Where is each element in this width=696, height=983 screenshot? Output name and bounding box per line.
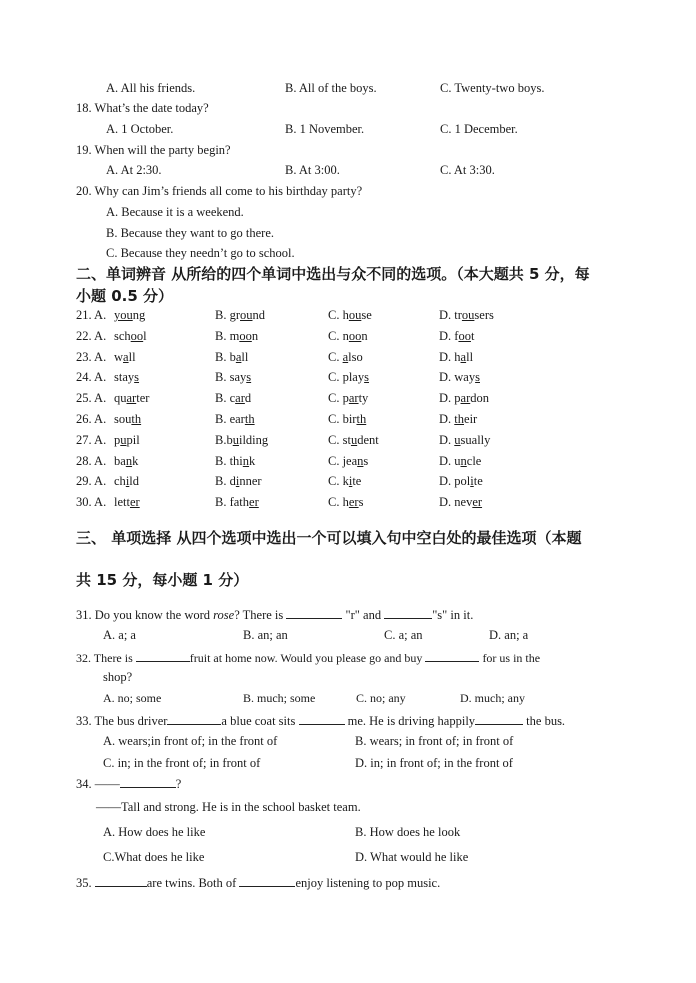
word-part: ilding [238,432,269,447]
word-part: pil [126,432,140,447]
underlined-letters: n [357,453,364,468]
q19-option-a: A. At 2:30. [106,163,162,177]
q33-text-1: 33. The bus driver [76,714,168,728]
underlined-letters: ar [235,391,245,406]
word-part: B. b [215,349,236,364]
section2-heading-line2: 小题 0.5 分） [76,287,174,305]
word-option-c [328,494,363,510]
q18-option-b: B. 1 November. [285,122,365,136]
word-option-d [439,473,483,489]
word-row-number: 30. A. [76,495,107,510]
word-part: ll [466,349,474,364]
word-part: don [470,391,489,406]
word-option-c [328,390,368,406]
q33-blank-3[interactable] [475,712,523,725]
q31-word: rose [213,608,235,622]
word-part: D. way [439,370,476,385]
word-part: dent [357,432,379,447]
q18-question: 18. What’s the date today? [76,101,209,115]
underlined-letters: n [125,453,133,468]
q19-option-b: B. At 3:00. [285,163,340,177]
word-option-c [328,369,369,385]
q35-blank-2[interactable] [239,874,295,887]
underlined-letters: oo [239,328,252,343]
word-row-number: 29. A. [76,474,107,489]
word-part: C. h [328,308,349,322]
q19-question: 19. When will the party begin? [76,143,231,157]
underlined-letters: u [350,432,358,447]
word-part: s [358,495,364,510]
word-option-a [114,453,138,469]
q32-option-a: A. no; some [103,691,162,705]
q31-blank-2[interactable] [384,606,432,619]
word-row-number: 25. A. [76,391,107,406]
word-part: D. h [439,349,461,364]
q34-option-c: C.What does he like [103,850,205,864]
q19-option-c: C. At 3:30. [440,163,495,177]
underlined-letters: s [475,370,480,385]
underlined-letters: oo [130,328,144,343]
word-part: k [132,453,139,468]
section2-heading-line1: 二、单词辨音 从所给的四个单词中选出与众不同的选项。（本大题共 5 分，每 [76,265,590,283]
q32-text-2: fruit at home now. Would you please go and buy [189,651,423,665]
word-part: qu [114,391,127,406]
q35-blank-1[interactable] [95,874,147,887]
word-option-c [328,307,372,323]
q34-option-b: B. How does he look [355,825,461,839]
q33-option-c: C. in; in the front of; in front of [103,756,261,770]
q34-option-d: D. What would he like [355,850,469,864]
q17-option-a: A. All his friends. [106,81,196,95]
word-part: B. d [215,474,236,489]
word-option-c [328,432,379,448]
word-part: D. u [439,453,461,468]
underlined-letters: n [460,453,467,468]
underlined-letters: s [364,370,369,385]
q20-option-a: A. Because it is a weekend. [106,205,244,219]
word-option-d [439,390,489,406]
q31-option-c: C. a; an [384,628,423,642]
underlined-letters: ar [460,391,471,406]
q35-text-3: enjoy listening to pop music. [295,876,441,890]
word-part: nner [239,474,262,489]
word-option-c [328,473,361,489]
word-part: C. [328,349,343,364]
word-part: sers [474,308,494,322]
q31-text-2: ? There is [234,608,284,622]
word-part: ng [132,308,146,322]
word-option-d [439,411,477,427]
word-part: w [114,349,124,364]
underlined-letters: a [123,349,129,364]
underlined-letters: th [131,412,142,426]
underlined-letters: th [454,412,465,426]
q34-text-2: ? [175,777,182,791]
word-part: stay [114,370,135,385]
word-option-b [215,494,259,510]
q32-question [76,649,540,666]
word-part: ll [241,349,249,364]
underlined-letters: a [460,349,467,364]
q20-option-c: C. Because they needn’t go to school. [106,246,295,260]
q33-text-4: the bus. [526,714,566,728]
word-option-d [439,494,482,510]
word-part: sch [114,328,131,343]
q32-text-4: shop? [103,670,133,684]
word-part: te [352,474,362,489]
q33-text-3: me. He is driving happily [347,714,476,728]
word-part: C. k [328,474,349,489]
word-part: nd [252,308,265,322]
q17-option-c: C. Twenty-two boys. [440,81,545,95]
underlined-letters: u [232,432,239,447]
underlined-letters: you [114,308,133,322]
q18-option-c: C. 1 December. [440,122,518,136]
q34-blank-1[interactable] [120,775,176,788]
underlined-letters: er [472,495,483,510]
word-part: D. [439,412,455,426]
word-part: l [143,328,147,343]
q17-option-b: B. All of the boys. [285,81,377,95]
q31-text-4: "s" in it. [432,608,474,622]
word-option-c [328,453,368,469]
section3-heading-line1: 三、 单项选择 从四个选项中选出一个可以填入句中空白处的最佳选项（本题 [76,529,582,547]
word-part: lett [114,495,130,510]
word-option-b [215,453,255,469]
word-option-a [114,432,140,448]
q33-text-2: a blue coat sits [221,714,296,728]
underlined-letters: er [249,495,259,510]
word-part: C. st [328,432,351,447]
word-option-b [215,307,265,323]
underlined-letters: a [235,349,242,364]
q35-text-2: are twins. Both of [146,876,237,890]
word-option-c [328,349,363,365]
word-part: ll [128,349,136,364]
underlined-letters: i [125,474,130,489]
q20-question: 20. Why can Jim’s friends all come to his birthday party? [76,184,363,198]
word-part: ch [114,474,126,489]
q31-option-b: B. an; an [243,628,288,642]
section3-heading-line2: 共 15 分，每小题 1 分） [76,571,249,589]
q32-text-1: 32. There is [76,651,133,665]
q33-blank-1[interactable] [167,712,221,725]
word-option-b [215,411,255,427]
word-part: B. ear [215,412,245,426]
word-option-d [439,432,490,448]
word-part: n [251,328,259,343]
underlined-letters: ou [461,308,475,322]
q33-question [76,712,565,729]
word-part: D. tr [439,308,462,322]
q33-option-d: D. in; in front of; in the front of [355,756,513,770]
word-option-c [328,411,366,427]
q31-text-1: 31. Do you know the word [76,608,214,622]
q18-option-a: A. 1 October. [106,122,174,136]
word-row-number: 28. A. [76,453,107,468]
word-part: D. [439,432,455,447]
word-option-d [439,369,480,385]
word-part: C. play [328,370,365,385]
word-part: C. h [328,495,349,510]
word-part: cle [466,453,482,468]
word-part: D. f [439,328,459,343]
underlined-letters: oo [458,328,471,343]
underlined-letters: n [242,453,250,468]
word-option-c [328,328,368,344]
word-part: d [244,391,252,406]
word-row-number: 21. A. [76,308,107,322]
q32-option-b: B. much; some [243,691,316,705]
word-part: B. c [215,391,236,406]
word-option-a [114,307,145,323]
word-part: se [361,308,372,322]
underlined-letters: i [235,474,240,489]
word-option-b [215,473,262,489]
q33-option-b: B. wears; in front of; in front of [355,734,514,748]
underlined-letters: u [120,432,127,447]
underlined-letters: ar [126,391,137,406]
underlined-letters: ar [348,391,359,406]
word-part: k [249,453,256,468]
underlined-letters: er [348,495,359,510]
q34-option-a: A. How does he like [103,825,206,839]
underlined-letters: th [244,412,255,426]
word-part: D. p [439,391,461,406]
q33-blank-2[interactable] [299,712,345,725]
word-row-number: 27. A. [76,432,107,447]
word-part: lso [348,349,363,364]
underlined-letters: a [342,349,349,364]
underlined-letters: s [246,370,252,385]
word-part: C. bir [328,412,357,426]
q31-question [76,606,473,623]
q33-option-a: A. wears;in front of; in the front of [103,734,278,748]
word-row-number: 26. A. [76,412,107,426]
word-option-b [215,349,248,365]
q31-option-d: D. an; a [489,628,529,642]
word-option-d [439,328,474,344]
word-part: eir [464,412,478,426]
word-part: ld [129,474,140,489]
word-part: C. jea [328,453,358,468]
q32-blank-1[interactable] [136,649,190,662]
underlined-letters: ou [348,308,362,322]
word-part: B. gr [215,308,240,322]
word-option-d [439,349,473,365]
q20-option-b: B. Because they want to go there. [106,226,275,240]
word-part: C. p [328,391,349,406]
word-option-a [114,369,139,385]
underlined-letters: er [129,495,140,510]
word-part: ba [114,453,126,468]
word-option-b [215,328,258,344]
word-part: s [363,453,369,468]
word-part: ter [136,391,150,406]
word-option-d [439,307,494,323]
word-part: B.b [215,432,233,447]
word-row-number: 23. A. [76,349,107,364]
word-part: B. say [215,370,247,385]
q32-option-c: C. no; any [356,691,406,705]
word-option-b [215,390,251,406]
word-row-number: 22. A. [76,328,107,343]
underlined-letters: ou [240,308,253,322]
q31-text-3: "r" and [345,608,382,622]
word-option-b [215,369,251,385]
word-option-a [114,494,140,510]
q32-option-d: D. much; any [460,691,525,705]
word-part: D. nev [439,495,473,510]
word-option-d [439,453,481,469]
underlined-letters: th [356,412,367,426]
word-part: B. fath [215,495,250,510]
word-part: t [470,328,475,343]
word-part: sou [114,412,132,426]
underlined-letters: s [134,370,140,385]
word-option-a [114,411,141,427]
word-option-a [114,473,139,489]
word-part: ty [358,391,369,406]
q35-text-1: 35. [76,876,92,890]
word-part: B. thi [215,453,243,468]
q34-reply: ——Tall and strong. He is in the school basket team. [96,800,361,814]
underlined-letters: i [470,474,474,489]
word-part: te [473,474,483,489]
q35-question [76,874,440,891]
underlined-letters: oo [348,328,362,343]
word-part: n [361,328,368,343]
word-part: C. n [328,328,349,343]
word-part: D. pol [439,474,471,489]
q31-option-a: A. a; a [103,628,136,642]
word-part: p [114,432,121,447]
underlined-letters: u [454,432,461,447]
word-row-number: 24. A. [76,370,107,385]
word-option-a [114,349,136,365]
word-option-a [114,328,147,344]
q34-question [76,775,181,792]
q34-text-1: 34. —— [76,777,120,791]
word-part: B. m [215,328,240,343]
underlined-letters: i [348,474,353,489]
word-option-a [114,390,149,406]
q32-text-3: for us in the [482,651,541,665]
q32-blank-2[interactable] [425,649,479,662]
word-option-b [215,432,268,448]
word-part: sually [460,432,491,447]
q31-blank-1[interactable] [286,606,342,619]
